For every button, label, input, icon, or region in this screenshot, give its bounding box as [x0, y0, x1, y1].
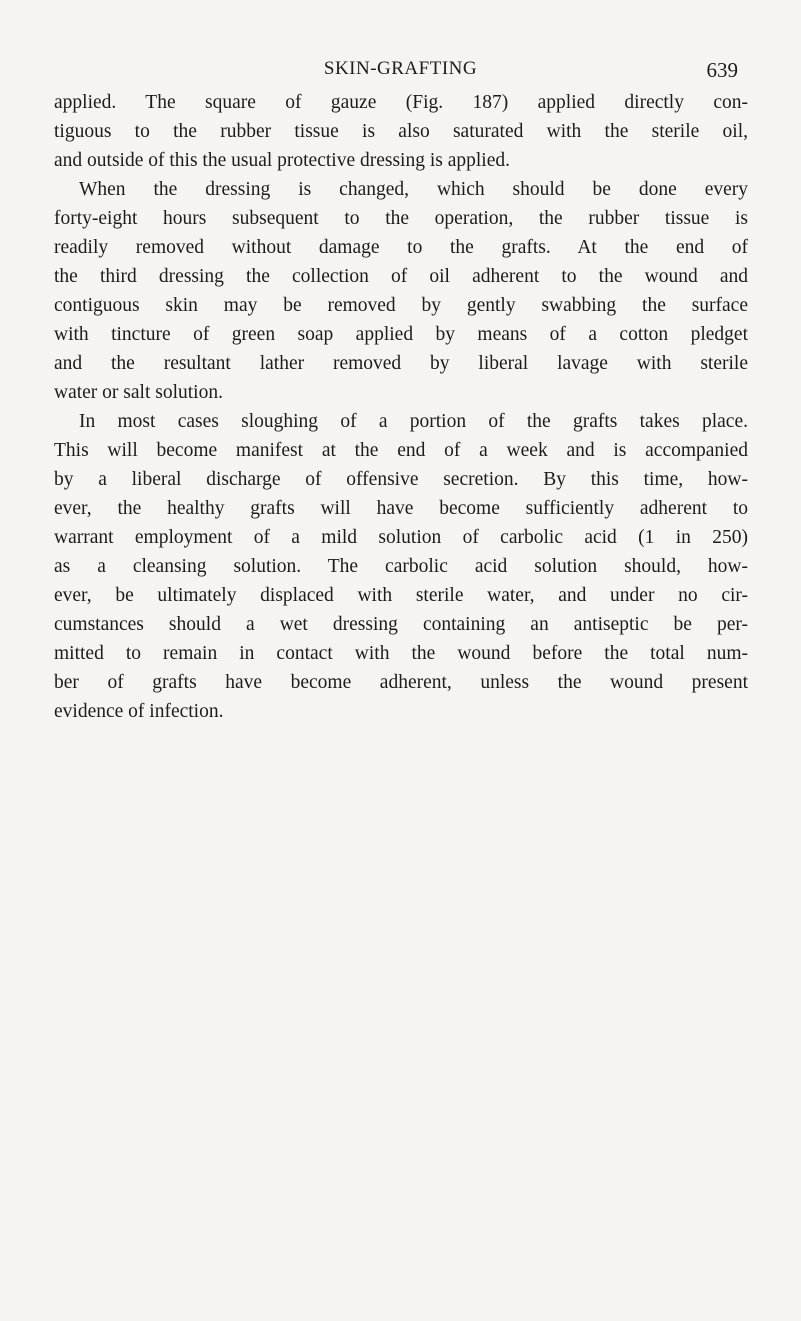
text-line: with tincture of green soap applied by means of a cotton pledget: [54, 324, 748, 345]
text-line: mitted to remain in contact with the wound before the total num-: [54, 643, 748, 664]
text-line: ber of grafts have become adherent, unless the wound present: [54, 672, 748, 693]
text-line: ever, be ultimately displaced with sterile water, and under no cir-: [54, 585, 748, 606]
text-line: applied. The square of gauze (Fig. 187) applied directly con-: [54, 92, 748, 113]
text-line: evidence of infection.: [54, 701, 224, 722]
text-line: by a liberal discharge of offensive secretion. By this time, how-: [54, 469, 748, 490]
text-line: forty-eight hours subsequent to the operation, the rubber tissue is: [54, 208, 748, 229]
running-head: [0, 58, 801, 86]
text-line: water or salt solution.: [54, 382, 223, 403]
text-line: cumstances should a wet dressing containing an antiseptic be per-: [54, 614, 748, 635]
text-line: as a cleansing solution. The carbolic acid solution should, how-: [54, 556, 748, 577]
text-line: warrant employment of a mild solution of carbolic acid (1 in 250): [54, 527, 748, 548]
body-text: [54, 88, 748, 726]
text-line: When the dressing is changed, which should be done every: [79, 179, 748, 200]
text-line: tiguous to the rubber tissue is also saturated with the sterile oil,: [54, 121, 748, 142]
text-line: ever, the healthy grafts will have become sufficiently adherent to: [54, 498, 748, 519]
running-title: SKIN-GRAFTING: [323, 58, 478, 79]
text-line: readily removed without damage to the grafts. At the end of: [54, 237, 748, 258]
text-line: In most cases sloughing of a portion of the grafts takes place.: [79, 411, 748, 432]
text-line: This will become manifest at the end of a week and is accompanied: [54, 440, 748, 461]
text-line: and the resultant lather removed by liberal lavage with sterile: [54, 353, 748, 374]
text-line: contiguous skin may be removed by gently swabbing the surface: [54, 295, 748, 316]
page-number: 639: [706, 58, 738, 82]
text-line: the third dressing the collection of oil adherent to the wound and: [54, 266, 748, 287]
text-line: and outside of this the usual protective dressing is applied.: [54, 150, 510, 171]
